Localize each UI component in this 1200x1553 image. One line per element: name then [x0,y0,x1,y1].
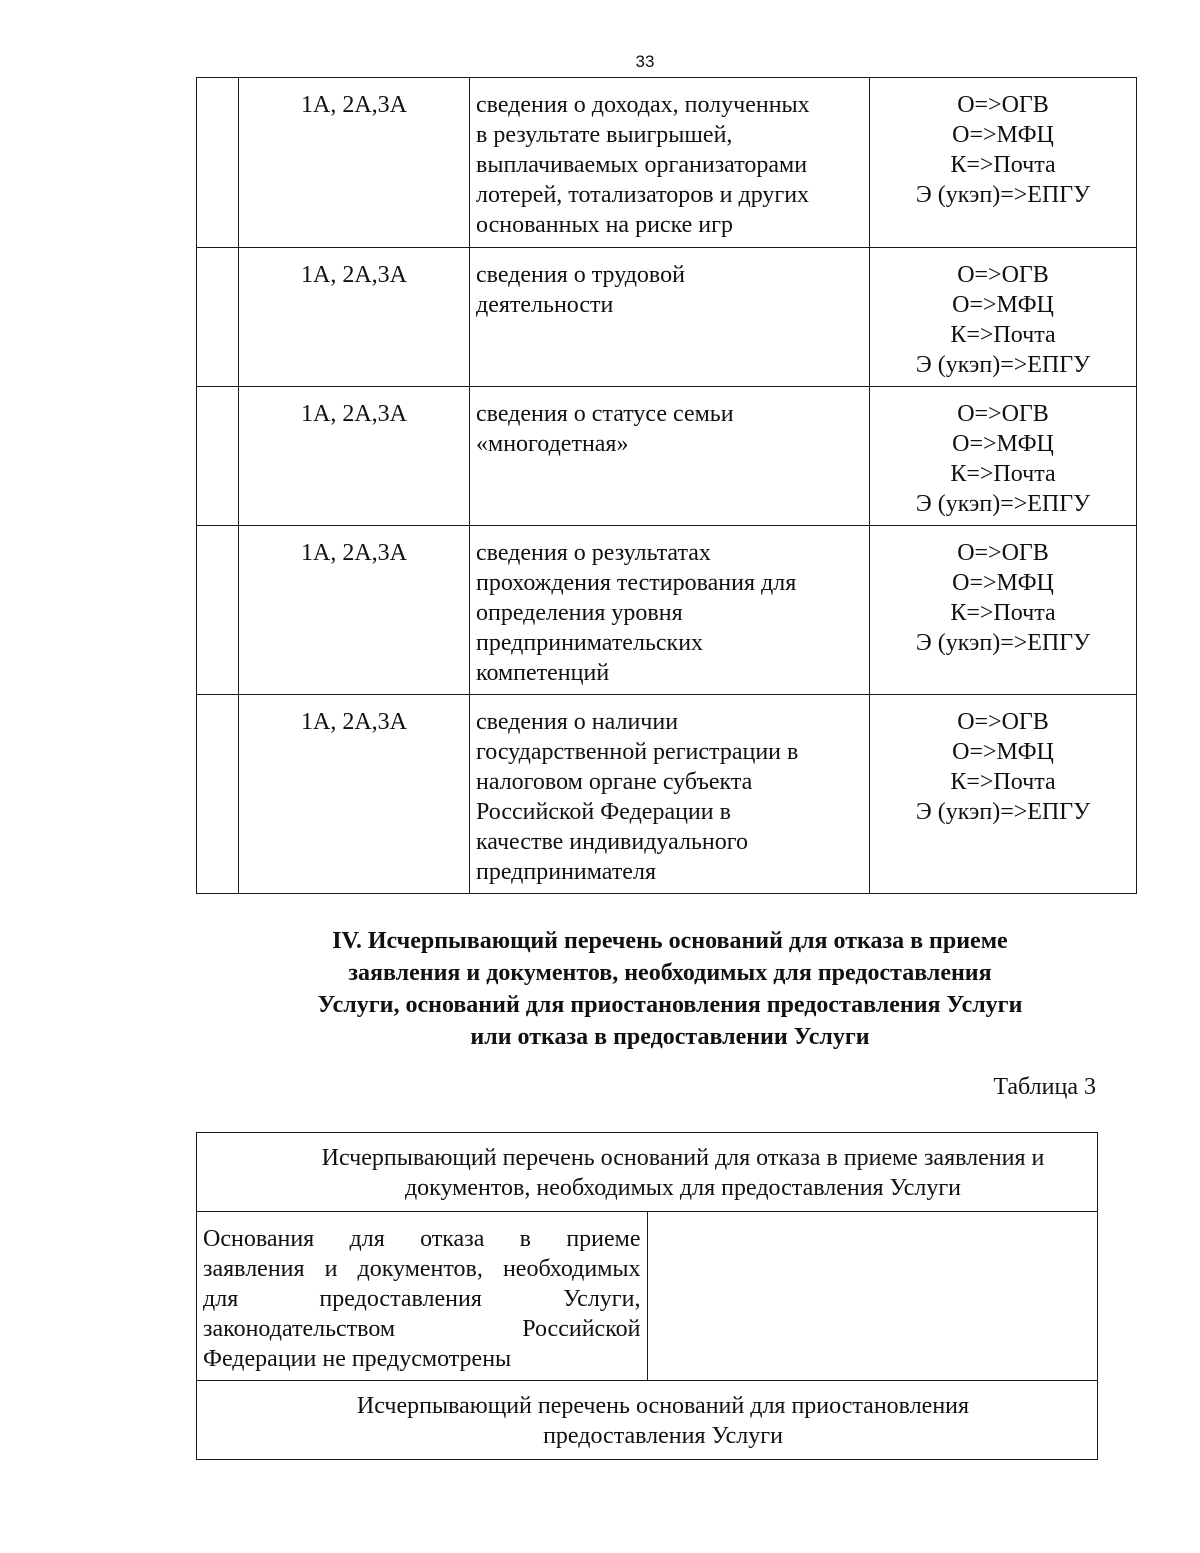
applicant-codes: 1А, 2А,3А [301,92,407,118]
refusal-value-cell [647,1212,1098,1381]
document-description-cell [470,387,870,526]
row-number-cell [197,526,239,695]
document-description: сведения о трудовой деятельности [476,262,685,318]
table-row [197,248,1137,387]
suspension-header-cell [197,1381,1098,1460]
applicant-codes-cell [239,78,470,248]
applicant-codes: 1А, 2А,3А [301,709,407,735]
suspension-header: Исчерпывающий перечень оснований для приостановления предоставления Услуги [356,1393,970,1449]
refusal-grounds-table [196,1132,1098,1460]
refusal-reasons-line: Федерации не предусмотрены [203,1346,512,1372]
applicant-codes-cell [239,695,470,894]
document-description-cell [470,248,870,387]
refusal-header: Исчерпывающий перечень оснований для отказа в приеме заявления и документов, необходимых для предоставления Услуги [321,1145,1045,1201]
documents-table [196,77,1137,894]
table-row [197,387,1137,526]
refusal-reasons-cell [197,1212,648,1381]
document-description: сведения о наличии государственной регистрации в налоговом органе субъекта Российской Федерации в качестве индивидуального предпринимателя [476,709,799,885]
refusal-header-cell [197,1133,1098,1212]
submission-channels: О=>ОГВ О=>МФЦ К=>Почта Э (укэп)=>ЕПГУ [915,540,1091,656]
row-number-cell [197,78,239,248]
page-number: 33 [635,52,655,71]
submission-channels-cell [870,387,1137,526]
row-number-cell [197,248,239,387]
table-row [197,1381,1098,1460]
applicant-codes: 1А, 2А,3А [301,540,407,566]
submission-channels: О=>ОГВ О=>МФЦ К=>Почта Э (укэп)=>ЕПГУ [915,92,1091,208]
refusal-reasons-line: законодательством Российской [203,1316,641,1342]
table-row [197,526,1137,695]
table-row [197,1212,1098,1381]
applicant-codes-cell [239,526,470,695]
row-number-cell [197,695,239,894]
submission-channels-cell [870,526,1137,695]
refusal-reasons-line: заявления и документов, необходимых [203,1256,641,1282]
row-number-cell [197,387,239,526]
submission-channels: О=>ОГВ О=>МФЦ К=>Почта Э (укэп)=>ЕПГУ [915,709,1091,825]
applicant-codes: 1А, 2А,3А [301,401,407,427]
applicant-codes-cell [239,248,470,387]
document-description: сведения о результатах прохождения тестирования для определения уровня предпринимательских компетенций [476,540,797,686]
submission-channels-cell [870,695,1137,894]
table-caption: Таблица 3 [993,1074,1096,1100]
document-description: сведения о доходах, полученных в результате выигрышей, выплачиваемых организаторами лотерей, тотализаторов и других основанных на риске игр [476,92,810,238]
document-description: сведения о статусе семьи «многодетная» [476,401,734,457]
document-description-cell [470,78,870,248]
submission-channels-cell [870,248,1137,387]
submission-channels-cell [870,78,1137,248]
document-description-cell [470,695,870,894]
submission-channels: О=>ОГВ О=>МФЦ К=>Почта Э (укэп)=>ЕПГУ [915,262,1091,378]
document-description-cell [470,526,870,695]
refusal-reasons-line: для предоставления Услуги, [203,1286,641,1312]
submission-channels: О=>ОГВ О=>МФЦ К=>Почта Э (укэп)=>ЕПГУ [915,401,1091,517]
applicant-codes-cell [239,387,470,526]
applicant-codes: 1А, 2А,3А [301,262,407,288]
refusal-reasons-line: Основания для отказа в приеме [203,1226,641,1252]
table-row [197,78,1137,248]
table-row [197,695,1137,894]
section-heading: IV. Исчерпывающий перечень оснований для отказа в приеме заявления и документов, необходимых для предоставления Услуги, оснований для приостановления предоставления Услуги или отказа в предоставлении Услуги [317,928,1023,1050]
table-row [197,1133,1098,1212]
